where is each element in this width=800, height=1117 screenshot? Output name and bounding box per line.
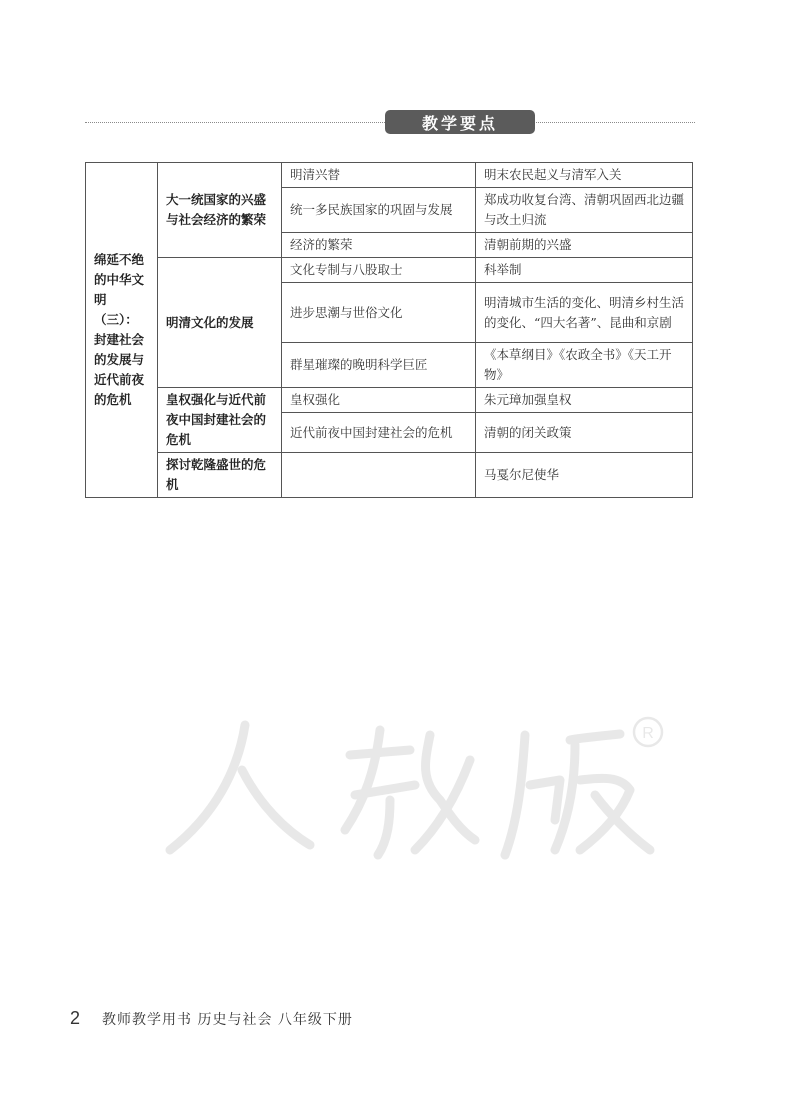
lesson-title: 文化专制与八股取士 xyxy=(282,258,476,283)
svg-text:R: R xyxy=(642,725,654,742)
key-point: 《本草纲目》《农政全书》《天工开物》 xyxy=(476,343,693,388)
lesson-title: 进步思潮与世俗文化 xyxy=(282,283,476,343)
book-title: 教师教学用书 历史与社会 八年级下册 xyxy=(102,1012,353,1028)
lesson-title: 群星璀璨的晚明科学巨匠 xyxy=(282,343,476,388)
lesson-title: 皇权强化 xyxy=(282,388,476,413)
root-topic: 绵延不绝的中华文明（三）：封建社会的发展与近代前夜的危机 xyxy=(86,163,158,498)
lesson-title: 经济的繁荣 xyxy=(282,233,476,258)
teaching-points-table xyxy=(85,162,693,498)
key-point: 清朝前期的兴盛 xyxy=(476,233,693,258)
section-header xyxy=(85,110,695,134)
unit-name: 探讨乾隆盛世的危机 xyxy=(158,453,282,498)
key-point: 清朝的闭关政策 xyxy=(476,413,693,453)
section-title: 教学要点 xyxy=(385,110,535,134)
page-number: 2 xyxy=(70,1008,81,1028)
lesson-title: 统一多民族国家的巩固与发展 xyxy=(282,188,476,233)
table-row xyxy=(86,258,693,283)
lesson-title: 明清兴替 xyxy=(282,163,476,188)
lesson-title: 近代前夜中国封建社会的危机 xyxy=(282,413,476,453)
key-point: 马戛尔尼使华 xyxy=(476,453,693,498)
table-row xyxy=(86,163,693,188)
key-point: 朱元璋加强皇权 xyxy=(476,388,693,413)
publisher-watermark-logo xyxy=(150,700,670,870)
key-point: 明末农民起义与清军入关 xyxy=(476,163,693,188)
unit-name: 大一统国家的兴盛与社会经济的繁荣 xyxy=(158,163,282,258)
unit-name: 皇权强化与近代前夜中国封建社会的危机 xyxy=(158,388,282,453)
page-footer xyxy=(70,1008,353,1032)
table-row xyxy=(86,453,693,498)
key-point: 明清城市生活的变化、明清乡村生活的变化、“四大名著”、昆曲和京剧 xyxy=(476,283,693,343)
unit-name: 明清文化的发展 xyxy=(158,258,282,388)
table-row xyxy=(86,388,693,413)
key-point: 郑成功收复台湾、清朝巩固西北边疆与改土归流 xyxy=(476,188,693,233)
lesson-title xyxy=(282,453,476,498)
key-point: 科举制 xyxy=(476,258,693,283)
